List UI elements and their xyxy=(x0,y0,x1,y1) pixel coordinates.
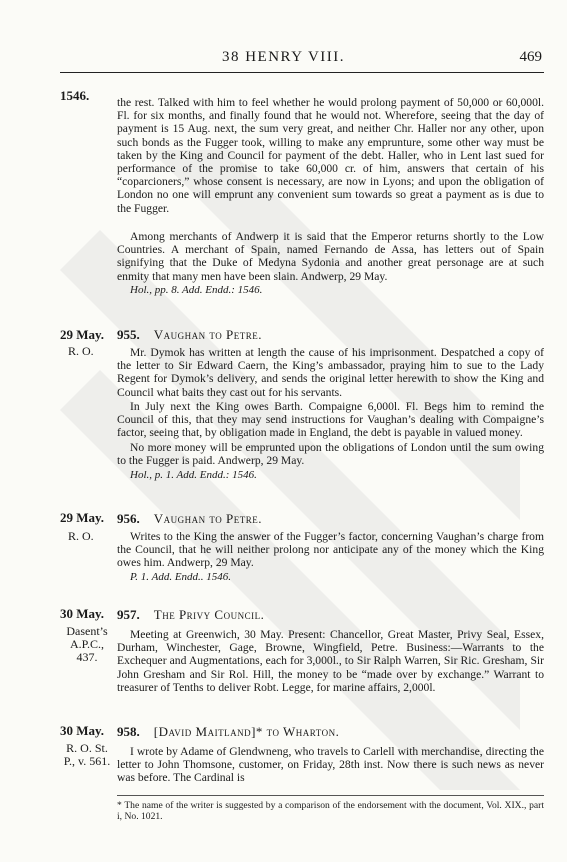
document-reference: P. 1. Add. Endd.. 1546. xyxy=(130,571,232,583)
entry-paragraph: I wrote by Adame of Glendwneng, who travels to Carlell with merchandise, directing the letter to John Thomsone, customer, on Friday, 28th inst. Now there is such news as never was before. The Cardinal is xyxy=(117,745,544,785)
entry-number: 958. xyxy=(117,724,140,739)
running-header-title: 38 HENRY VIII. xyxy=(221,49,346,65)
entry-paragraph: No more money will be emprunted upon the obligations of London until the sum owing to the Fugger is paid. Andwerp, 29 May. xyxy=(117,441,544,468)
entry-title: The Privy Council. xyxy=(153,607,265,622)
entry-title: Vaughan to Petre. xyxy=(153,327,262,342)
continuation-paragraph: Among merchants of Andwerp it is said that the Emperor returns shortly to the Low Countries. A merchant of Spain, named Fernando de Assa, has letters out of Spain signifying that the Duke of Medyna Sydonia and another great personage are at such enmity that many men have been slain. Andwerp, 29 May. xyxy=(117,230,544,283)
entry-date: 29 May. xyxy=(60,327,105,342)
footnote: * The name of the writer is suggested by a comparison of the endorsement with the document, Vol. XIX., part i, No. 1021. xyxy=(117,800,544,822)
header-rule xyxy=(60,72,544,73)
entry-heading xyxy=(117,724,339,740)
entry-paragraph: In July next the King owes Barth. Compaigne 6,000l. Fl. Begs him to remind the Council of this, that they may send instructions for Vaughan’s dealing with Compaigne’s factor, seeing that, by obligation made in England, the debt is payable in valued money. xyxy=(117,400,544,440)
entry-paragraph: Writes to the King the answer of the Fugger’s factor, concerning Vaughan’s charge from the Council, that he will neither prolong nor anticipate any of the money which the King owes him. Andwerp, 29 May. xyxy=(117,530,544,570)
entry-heading xyxy=(117,327,262,343)
entry-paragraph: Mr. Dymok has written at length the cause of his imprisonment. Despatched a copy of the letter to Sir Edward Caern, the King’s ambassador, praying him to sue to the Lady Regent for Dymok’s delivery, and sends the original letter herewith to show the King and Council what baits they cast out for his servants. xyxy=(117,346,544,399)
entry-source: R. O. St. P., v. 561. xyxy=(63,741,111,768)
page-number: 469 xyxy=(519,49,542,65)
entry-number: 955. xyxy=(117,327,140,342)
entry-heading xyxy=(117,511,262,527)
entry-number: 956. xyxy=(117,511,140,526)
entry-number: 957. xyxy=(117,607,140,622)
entry-source: R. O. xyxy=(68,529,94,543)
entry-source: Dasent’s A.P.C., 437. xyxy=(66,624,108,664)
entry-date: 29 May. xyxy=(60,510,105,525)
document-reference: Hol., pp. 8. Add. Endd.: 1546. xyxy=(130,284,263,296)
entry-paragraph: Meeting at Greenwich, 30 May. Present: Chancellor, Great Master, Privy Seal, Essex, Durham, Winchester, Gage, Browne, Wingfield, Petre. Business:—Warrants to the Exchequer and Augmentations, each for 3,000l., to Sir Ralph Warren, Sir Ric. Gresham, Sir John Gresham and Sir Rol. Hill, the money to be “made over by exchange.” Warrant to treasurer of Tenths to deliver Robt. Legge, for marine affairs, 2,000l. xyxy=(117,628,544,694)
entry-title: Vaughan to Petre. xyxy=(153,511,262,526)
footnote-rule xyxy=(117,795,544,796)
entry-date: 30 May. xyxy=(60,723,105,738)
entry-date: 30 May. xyxy=(60,606,105,621)
entry-heading xyxy=(117,607,264,623)
document-reference: Hol., p. 1. Add. Endd.: 1546. xyxy=(130,469,257,481)
continuation-paragraph: the rest. Talked with him to feel whether he would prolong payment of 50,000 or 60,000l. Fl. for six months, and finally found that he would not. Wherefore, seeing that the day of payment is 15 Aug. next, the sum very great, and neither Chr. Haller nor any other, upon such bonds as the Fugger took, willing to make any emprunture, some other way must be taken by the King and Council for payment of the debt. Haller, who in Lent last sued for performance of the promise to take 60,000 cr. of him, answers that certain of his “coparcioners,” whose consent is necessary, are now in Lyons; and upon the obligation of London no one will emprunt any convenient sum towards so great a payment as is due to the Fugger. xyxy=(117,96,544,215)
entry-source: R. O. xyxy=(68,344,94,358)
year-label: 1546. xyxy=(60,88,90,103)
entry-title: [David Maitland]* to Wharton. xyxy=(153,724,340,739)
